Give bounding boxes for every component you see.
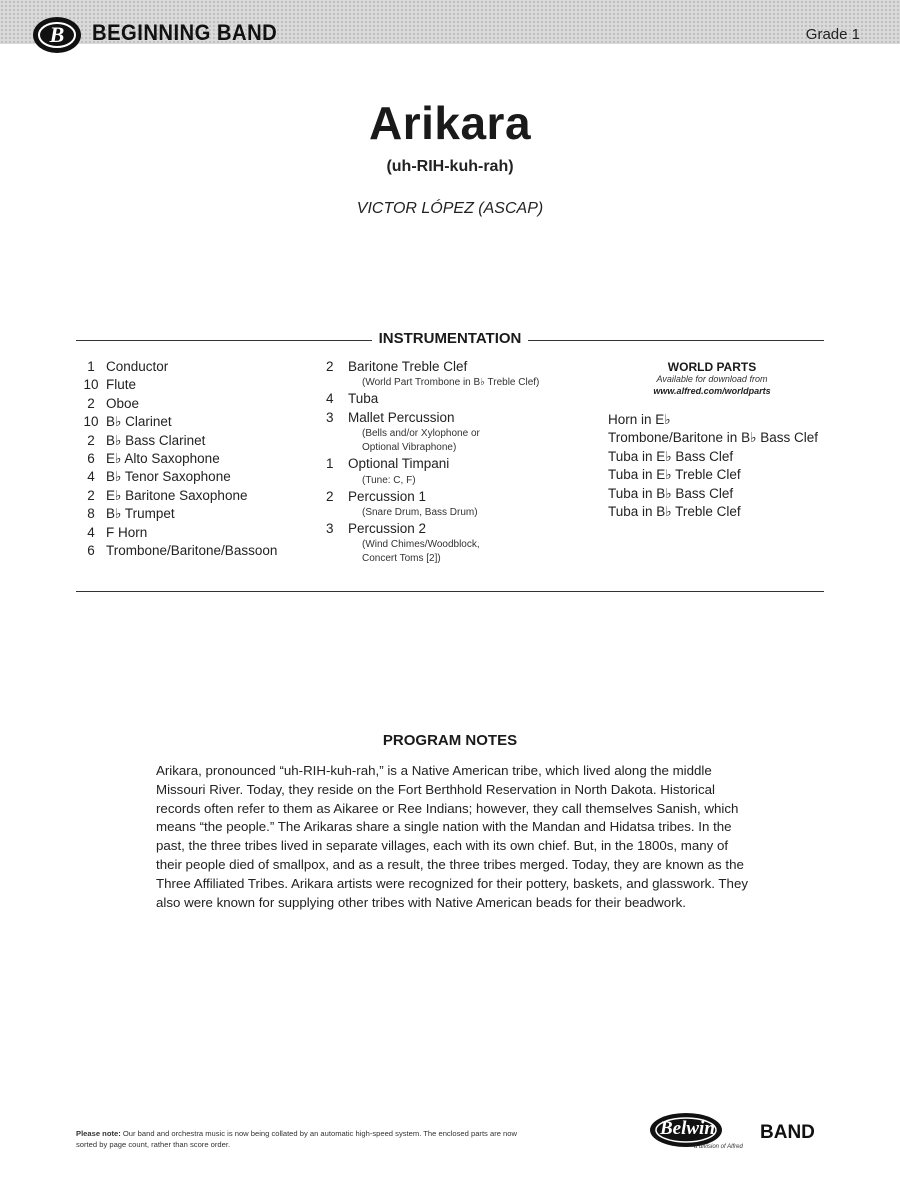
instrument-quantity: 4 [326, 391, 334, 407]
instrument-name: E♭ Alto Saxophone [106, 451, 220, 467]
instrument-row [76, 524, 316, 542]
instrument-name: B♭ Bass Clarinet [106, 432, 206, 448]
instrument-quantity: 2 [326, 488, 334, 504]
instrument-quantity: 10 [83, 377, 99, 393]
program-notes-body: Arikara, pronounced “uh-RIH-kuh-rah,” is a Native American tribe, which lived along the middle Missouri River. Today, they reside on the Fort Berthhold Reservation in North Dakota. Historical records often refer to them as Aikaree or Ree Indians; however, they call themselves Sanish, which means “the people.” The Arikaras share a single nation with the Mandan and Hidatsa tribes. In the past, the three tribes lived in separate villages, each with its own chief. But, in the 1800s, many of their people died of smallpox, and as a result, the three tribes merged. Today, they are known as the Three Affiliated Tribes. Arikara artists were recognized for their pottery, baskets, and glasswork. They also were known for supplying other tribes with Native American beads for their beadwork. [156, 763, 748, 910]
instrument-quantity: 6 [87, 451, 95, 467]
instrument-row [76, 542, 316, 560]
instrument-name: Percussion 2 [348, 521, 427, 537]
series-title: BEGINNING BAND [92, 20, 278, 45]
footnote-text: Our band and orchestra music is now being collated by an automatic high-speed system. The enclosed parts are now sorted by page count, rather than score order. [76, 1129, 517, 1149]
world-parts-title: WORLD PARTS [667, 360, 757, 374]
instrument-name: Mallet Percussion [348, 409, 455, 425]
instrument-quantity: 2 [87, 395, 95, 411]
footnote-label: Please note: [76, 1129, 121, 1138]
instrument-row [326, 488, 586, 506]
instrument-row [76, 432, 316, 450]
instrument-note: (Tune: C, F) [362, 474, 416, 486]
instrument-quantity: 3 [326, 521, 334, 537]
instrument-quantity: 8 [87, 506, 95, 522]
grade-label: Grade 1 [805, 26, 860, 43]
instrument-quantity: 4 [87, 469, 95, 485]
instrument-name: Trombone/Baritone/Bassoon [106, 543, 278, 559]
instrument-row [76, 413, 316, 431]
world-part-item: Tuba in B♭ Treble Clef [608, 504, 741, 520]
instrument-row [76, 376, 316, 394]
instrument-name: F Horn [106, 524, 148, 540]
composer: VICTOR LÓPEZ (ASCAP) [356, 200, 544, 217]
pronunciation: (uh-RIH-kuh-rah) [386, 158, 514, 175]
instrument-note: (Snare Drum, Bass Drum) [362, 507, 478, 519]
world-parts-list [608, 411, 828, 521]
world-parts-url[interactable]: www.alfred.com/worldparts [653, 386, 771, 396]
belwin-band-label: BAND [760, 1122, 815, 1143]
program-notes-heading: PROGRAM NOTES [382, 732, 518, 749]
instrument-row [326, 520, 586, 538]
belwin-script: Belwin [660, 1118, 715, 1139]
instrument-row [326, 358, 586, 376]
instrument-row [76, 358, 316, 376]
world-parts [608, 360, 828, 521]
instrument-name: Baritone Treble Clef [348, 359, 468, 374]
instrument-list-column-1 [76, 358, 316, 560]
instrument-name: E♭ Baritone Saxophone [106, 487, 248, 503]
world-parts-subtitle: Available for download from [656, 374, 768, 384]
instrument-name: Oboe [106, 395, 140, 411]
instrument-row [76, 505, 316, 523]
instrument-name: Percussion 1 [348, 488, 427, 504]
world-part-item: Trombone/Baritone in B♭ Bass Clef [608, 430, 818, 446]
svg-text:B: B [49, 22, 65, 47]
piece-title: Arikara [368, 97, 532, 149]
instrument-note: (World Part Trombone in B♭ Treble Clef) [362, 377, 540, 389]
instrument-quantity: 2 [326, 359, 334, 374]
instrument-row [326, 409, 586, 427]
instrument-row [76, 468, 316, 486]
instrument-name: Tuba [348, 391, 379, 407]
instrument-row [326, 455, 586, 473]
instrumentation-rule-bottom [76, 591, 824, 592]
world-part-item: Tuba in B♭ Bass Clef [608, 485, 734, 501]
instrument-name: Conductor [106, 359, 169, 374]
instrument-row [76, 450, 316, 468]
instrument-row [76, 487, 316, 505]
world-part-item: Horn in E♭ [608, 412, 671, 427]
beginning-band-logo-icon [32, 14, 82, 56]
instrument-name: Optional Timpani [348, 456, 450, 472]
instrument-quantity: 3 [326, 409, 334, 425]
instrumentation-heading: INSTRUMENTATION [378, 330, 522, 347]
world-part-item: Tuba in E♭ Treble Clef [608, 467, 741, 483]
instrument-list-column-2 [326, 358, 586, 566]
world-part-item: Tuba in E♭ Bass Clef [608, 448, 734, 464]
instrument-quantity: 1 [326, 456, 334, 472]
instrument-quantity: 6 [87, 543, 95, 559]
instrument-quantity: 10 [83, 414, 99, 430]
collation-footnote [76, 1128, 536, 1150]
instrument-note: (Wind Chimes/Woodblock, Concert Toms [2]) [362, 539, 480, 565]
instrument-row [76, 395, 316, 413]
instrument-name: B♭ Trumpet [106, 506, 175, 522]
instrument-quantity: 2 [87, 487, 95, 503]
instrument-quantity: 2 [87, 432, 95, 448]
instrument-quantity: 4 [87, 524, 95, 540]
instrument-name: B♭ Clarinet [106, 414, 172, 430]
belwin-division-label: a division of Alfred [694, 1144, 743, 1150]
instrument-note: (Bells and/or Xylophone or Optional Vibraphone) [362, 428, 480, 454]
instrument-name: B♭ Tenor Saxophone [106, 469, 231, 485]
instrument-quantity: 1 [87, 359, 95, 374]
instrument-name: Flute [106, 377, 137, 393]
instrument-row [326, 390, 586, 408]
